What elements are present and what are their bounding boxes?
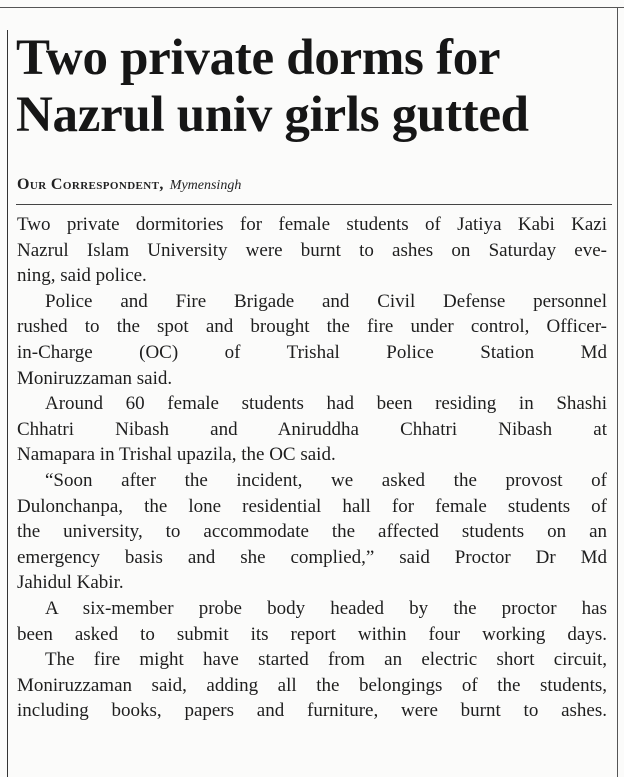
body-line: Dulonchanpa, the lone residential hall for female students of (17, 495, 607, 517)
body-line: Namapara in Trishal upazila, the OC said. (17, 444, 336, 466)
body-line: Jahidul Kabir. (17, 572, 124, 594)
body-line: Police and Fire Brigade and Civil Defense personnel (45, 290, 607, 312)
left-border-rule (7, 30, 8, 777)
body-line: rushed to the spot and brought the fire under control, Officer- (17, 316, 607, 338)
body-line: Moniruzzaman said. (17, 367, 173, 389)
top-border-rule (0, 7, 624, 8)
right-border-rule (617, 7, 618, 777)
headline-line: Nazrul univ girls gutted (16, 87, 529, 143)
body-line: Moniruzzaman said, adding all the belongings of the students, (17, 674, 607, 696)
body-line: the university, to accommodate the affected students on an (17, 521, 607, 543)
body-line: Nazrul Islam University were burnt to ashes on Saturday eve- (17, 239, 607, 261)
body-line: Around 60 female students had been residing in Shashi (45, 393, 607, 415)
byline (17, 175, 241, 196)
article-body (17, 212, 607, 724)
byline-location: Mymensingh (169, 178, 242, 193)
body-line: in-Charge (OC) of Trishal Police Station Md (17, 341, 607, 363)
headline (16, 30, 614, 144)
body-line: A six-member probe body headed by the proctor has (45, 597, 607, 619)
body-line: Chhatri Nibash and Aniruddha Chhatri Nibash at (17, 418, 607, 440)
body-line: “Soon after the incident, we asked the provost of (45, 469, 607, 491)
byline-author: Our Correspondent, (17, 176, 164, 193)
body-line: been asked to submit its report within four working days. (17, 623, 607, 645)
body-line: The fire might have started from an electric short circuit, (45, 649, 607, 671)
body-line: including books, papers and furniture, were burnt to ashes. (17, 700, 607, 722)
byline-separator (16, 204, 612, 205)
body-line: emergency basis and she complied,” said Proctor Dr Md (17, 546, 607, 568)
body-line: Two private dormitories for female students of Jatiya Kabi Kazi (17, 214, 607, 235)
headline-line: Two private dorms for (16, 30, 501, 86)
body-line: ning, said police. (17, 265, 147, 287)
